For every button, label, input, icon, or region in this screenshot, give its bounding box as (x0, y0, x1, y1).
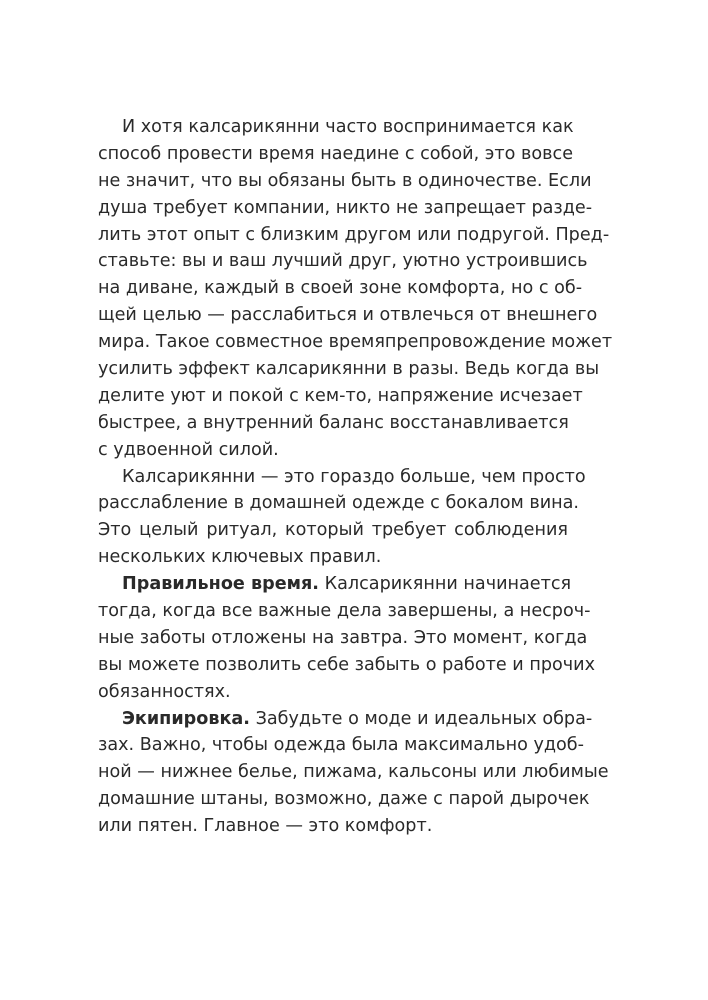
paragraph-4 (98, 706, 609, 840)
text-line: быстрее, а внутренний баланс восстанавливается (98, 412, 569, 433)
text-line: Это целый ритуал, который требует соблюдения (98, 520, 568, 541)
text-line: лить этот опыт с близким другом или подругой. Пред- (98, 224, 610, 245)
text-line: нескольких ключевых правил. (98, 547, 382, 568)
text-line: ной — нижнее белье, пижама, кальсоны или любимые (98, 762, 609, 783)
text-line: усилить эффект калсарикянни в разы. Ведь когда вы (98, 359, 600, 380)
body-text (98, 114, 613, 840)
paragraph-2 (98, 464, 586, 572)
text-line: И хотя калсарикянни часто воспринимается как (122, 117, 574, 137)
text-line: домашние штаны, возможно, даже с парой дырочек (98, 789, 590, 810)
text-run: Забудьте о моде и идеальных обра- (249, 708, 593, 729)
text-line: мира. Такое совместное времяпрепровождение может (98, 332, 613, 353)
text-line: делите уют и покой с кем-то, напряжение исчезает (98, 385, 583, 406)
text-line: с удвоенной силой. (98, 439, 279, 460)
text-line: душа требует компании, никто не запрещает разде- (98, 197, 593, 218)
text-line: зах. Важно, чтобы одежда была максимально удоб- (98, 735, 584, 756)
text-line: не значит, что вы обязаны быть в одиночестве. Если (98, 170, 592, 191)
text-line: щей целью — расслабиться и отвлечься от внешнего (98, 305, 598, 326)
lead-heading: Правильное время. (122, 574, 319, 595)
paragraph-1 (98, 114, 613, 464)
text-line-with-lead (98, 571, 572, 598)
text-line: тогда, когда все важные дела завершены, а несроч- (98, 601, 591, 622)
text-line: способ провести время наедине с собой, это вовсе (98, 143, 574, 164)
lead-heading: Экипировка. (122, 708, 250, 729)
text-line: обязанностях. (98, 681, 231, 702)
text-run: Калсарикянни начинается (319, 574, 572, 595)
text-line: ные заботы отложены на завтра. Это момент, когда (98, 627, 588, 648)
text-line: Калсарикянни — это гораздо больше, чем просто (122, 466, 586, 487)
text-line: на диване, каждый в своей зоне комфорта, но с об- (98, 278, 583, 299)
text-line: вы можете позволить себе забыть о работе и прочих (98, 654, 596, 675)
text-line-with-lead (98, 706, 593, 733)
text-line: или пятен. Главное — это комфорт. (98, 816, 433, 837)
paragraph-3 (98, 571, 596, 705)
text-line: расслабление в домашней одежде с бокалом вина. (98, 493, 580, 514)
text-line: ставьте: вы и ваш лучший друг, уютно устроившись (98, 251, 588, 272)
